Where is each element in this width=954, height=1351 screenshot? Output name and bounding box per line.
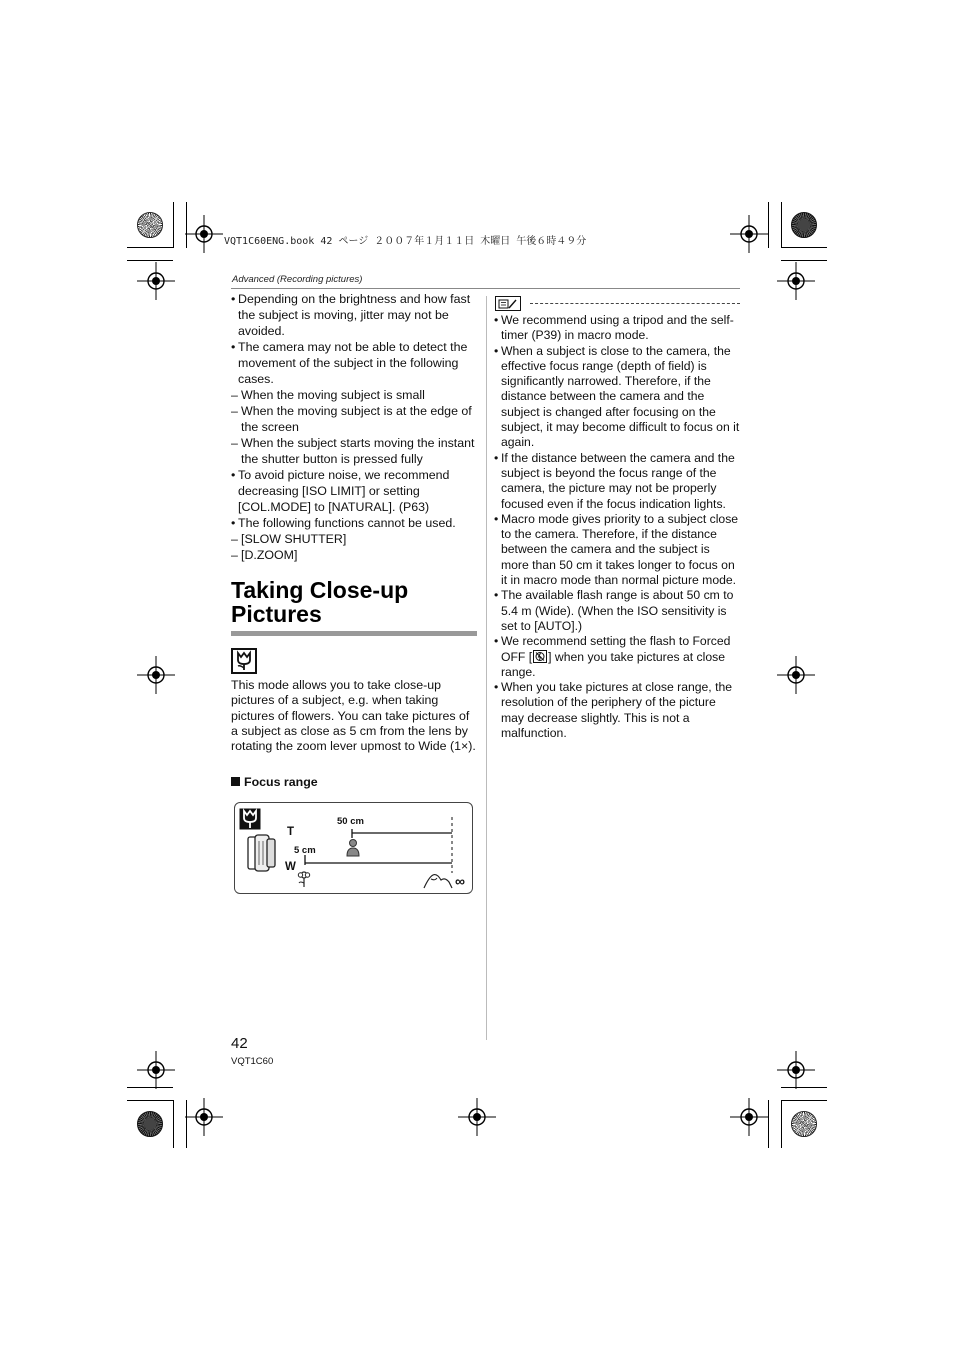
wide-distance-label: 5 cm — [294, 845, 316, 856]
heading-rule — [231, 631, 477, 636]
list-item: • The available flash range is about 50 cm to 5.4 m (Wide). (When the ISO sensitivity is set to [AUTO].) — [494, 588, 740, 634]
color-wheel-icon — [137, 212, 163, 238]
column-divider — [486, 296, 487, 1040]
registration-mark-icon — [137, 262, 175, 300]
list-item: • To avoid picture noise, we recommend decreasing [ISO LIMIT] or setting [COL.MODE] to [NATURAL]. (P63) — [231, 467, 479, 515]
color-wheel-icon — [791, 1111, 817, 1137]
registration-mark-icon — [137, 1051, 175, 1089]
header-rule — [231, 288, 740, 289]
registration-mark-icon — [185, 1098, 223, 1136]
square-bullet-icon — [231, 777, 240, 786]
sub-list-item: – [SLOW SHUTTER] — [231, 531, 479, 547]
sub-list-item: – [D.ZOOM] — [231, 547, 479, 563]
model-code: VQT1C60 — [231, 1056, 274, 1067]
registration-mark-icon — [730, 215, 768, 253]
mountain-icon — [423, 871, 453, 889]
registration-mark-icon — [137, 656, 175, 694]
left-column — [231, 291, 479, 563]
person-icon — [346, 839, 360, 857]
note-pencil-icon — [495, 296, 521, 311]
list-item — [231, 339, 479, 467]
sub-list-item: – When the subject starts moving the instant the shutter button is pressed fully — [231, 435, 479, 467]
list-item: • When you take pictures at close range, the resolution of the periphery of the picture may decrease slightly. This is not a malfunction. — [494, 680, 740, 741]
page-title: Taking Close-up Pictures — [231, 577, 409, 627]
sub-list-item: – When the moving subject is small — [231, 387, 479, 403]
list-item: • If the distance between the camera and the subject is beyond the focus range of the camera, the picture may not be properly focused even if the focus indication lights. — [494, 451, 740, 512]
flower-icon — [297, 870, 311, 888]
list-item: • We recommend setting the flash to Forced OFF [ ] when you take pictures at close range. — [494, 634, 740, 680]
right-column — [494, 313, 740, 741]
list-item — [231, 515, 479, 563]
list-item-text: The camera may not be able to detect the movement of the subject in the following cases. — [238, 340, 468, 386]
list-item: • Depending on the brightness and how fast the subject is moving, jitter may not be avoided. — [231, 291, 479, 339]
tele-distance-label: 50 cm — [337, 816, 364, 827]
registration-mark-icon — [458, 1098, 496, 1136]
focus-range-diagram — [234, 802, 473, 894]
registration-mark-icon — [730, 1098, 768, 1136]
registration-mark-icon — [185, 215, 223, 253]
registration-mark-icon — [777, 1051, 815, 1089]
macro-tulip-icon — [233, 650, 255, 672]
list-item: • When a subject is close to the camera, the effective focus range (depth of field) is significantly narrowed. Therefore, if the distance between the camera and the subject is changed after focusing on the subject, it may become difficult to focus on it again. — [494, 344, 740, 451]
sub-list-item: – When the moving subject is at the edge of the screen — [231, 403, 479, 435]
note-divider — [530, 303, 740, 304]
registration-mark-icon — [777, 656, 815, 694]
infinity-symbol: ∞ — [455, 873, 465, 889]
focus-range-title: Focus range — [231, 775, 318, 789]
flash-off-icon — [533, 650, 547, 663]
list-item: • Macro mode gives priority to a subject close to the camera. Therefore, if the distance between the camera and the subject is more than 50 cm it takes longer to focus on it in macro mode than normal picture mode. — [494, 512, 740, 588]
intro-text: This mode allows you to take close-up pictures of a subject, e.g. when taking pictures of flowers. You can take pictures of a subject as close as 5 cm from the lens by rotating the zoom lever upmost to Wide (1×). — [231, 678, 476, 754]
color-wheel-icon — [791, 212, 817, 238]
registration-mark-icon — [777, 262, 815, 300]
list-item-text: The following functions cannot be used. — [238, 516, 456, 530]
tele-label: T — [287, 826, 295, 838]
color-wheel-icon — [137, 1111, 163, 1137]
section-label: Advanced (Recording pictures) — [232, 274, 363, 285]
macro-mode-icon — [231, 648, 257, 674]
page-number: 42 — [231, 1035, 248, 1052]
wide-label: W — [285, 861, 296, 873]
list-item: • We recommend using a tripod and the self-timer (P39) in macro mode. — [494, 313, 740, 344]
print-slug: VQT1C60ENG.book 42 ページ ２００７年１月１１日 木曜日 午後６時４９分 — [224, 236, 587, 247]
